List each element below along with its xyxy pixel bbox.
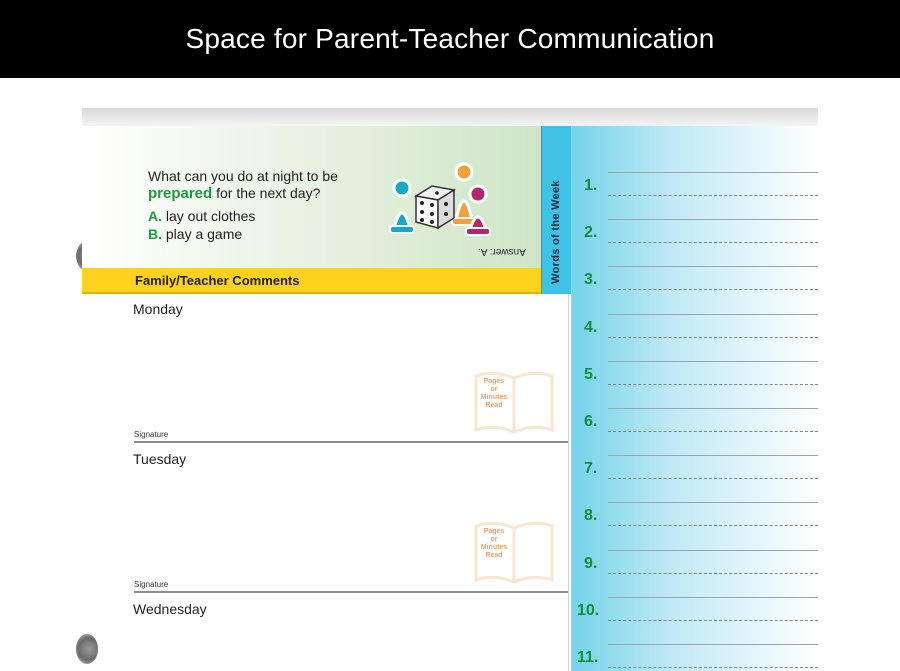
stamp-line-1: Pages: [483, 528, 505, 535]
option-a-letter: A.: [148, 208, 162, 224]
word-guide-line: [608, 384, 818, 385]
word-guide-line: [608, 620, 818, 621]
signature-label: Signature: [134, 430, 169, 439]
word-guide-line: [608, 525, 818, 526]
word-entry-line[interactable]: [608, 644, 818, 645]
stamp-line-3: Minutes: [480, 394, 508, 401]
word-entry-line[interactable]: [608, 408, 818, 409]
word-entry-line[interactable]: [608, 502, 818, 503]
comments-header: Family/Teacher Comments: [135, 273, 300, 288]
word-entry-line[interactable]: [608, 550, 818, 551]
signature-line[interactable]: [134, 591, 568, 593]
word-entry-line[interactable]: [608, 361, 818, 362]
stamp-text: [474, 378, 514, 410]
word-entry-line[interactable]: [608, 597, 818, 598]
upside-down-answer: Answer: A.: [478, 246, 526, 257]
signature-label: Signature: [134, 580, 169, 589]
word-guide-line: [608, 337, 818, 338]
word-guide-line: [608, 242, 818, 243]
stamp-line-2: or: [490, 386, 498, 393]
stamp-line-2: or: [490, 536, 498, 543]
word-guide-line: [608, 195, 818, 196]
column-divider: [568, 294, 569, 671]
word-guide-line: [608, 478, 818, 479]
word-guide-line: [608, 289, 818, 290]
stamp-line-4: Read: [485, 402, 503, 409]
stamp-line-4: Read: [485, 552, 503, 559]
dice-and-pawns-icon: [382, 160, 498, 238]
banner-title-text: Space for Parent-Teacher Communication: [185, 23, 715, 54]
word-number: 2.: [584, 224, 598, 242]
word-number: 8.: [584, 507, 598, 525]
stamp-line-1: Pages: [483, 378, 505, 385]
question-text-end: for the next day?: [212, 185, 321, 201]
option-b-text: play a game: [162, 226, 243, 242]
day-wednesday: Wednesday: [133, 601, 207, 617]
word-number: 6.: [584, 413, 598, 430]
word-entry-line[interactable]: [608, 172, 818, 173]
word-number: 7.: [584, 460, 598, 478]
question-text: What can you do at night to be: [148, 168, 338, 184]
option-b: [148, 226, 242, 242]
words-tab-label: Words of the Week: [550, 180, 562, 284]
word-guide-line: [608, 667, 818, 668]
word-number: 4.: [584, 318, 598, 336]
word-number: 11.: [577, 649, 599, 666]
word-number: 10.: [577, 601, 600, 619]
word-entry-line[interactable]: [608, 455, 818, 456]
stamp-text: [474, 528, 514, 560]
banner-title: [0, 0, 900, 78]
tip-question: [148, 168, 388, 202]
question-keyword: prepared: [148, 185, 213, 202]
option-a-text: lay out clothes: [162, 208, 256, 224]
word-guide-line: [608, 573, 818, 574]
day-monday: Monday: [133, 301, 183, 317]
words-column: [571, 126, 818, 671]
word-number: 1.: [584, 177, 598, 194]
word-number: 5.: [584, 365, 598, 383]
signature-line[interactable]: [134, 441, 568, 443]
stamp-line-3: Minutes: [480, 544, 508, 551]
word-entry-line[interactable]: [608, 314, 818, 315]
option-a: [148, 208, 255, 224]
day-tuesday: Tuesday: [133, 451, 187, 467]
word-number: 9.: [584, 554, 598, 572]
binder-hole-icon: [76, 634, 98, 664]
option-b-letter: B.: [148, 226, 162, 242]
word-entry-line[interactable]: [608, 266, 818, 267]
page-top-edge: [82, 108, 818, 126]
word-guide-line: [608, 431, 818, 432]
word-entry-line[interactable]: [608, 219, 818, 220]
word-number: 3.: [584, 271, 598, 289]
